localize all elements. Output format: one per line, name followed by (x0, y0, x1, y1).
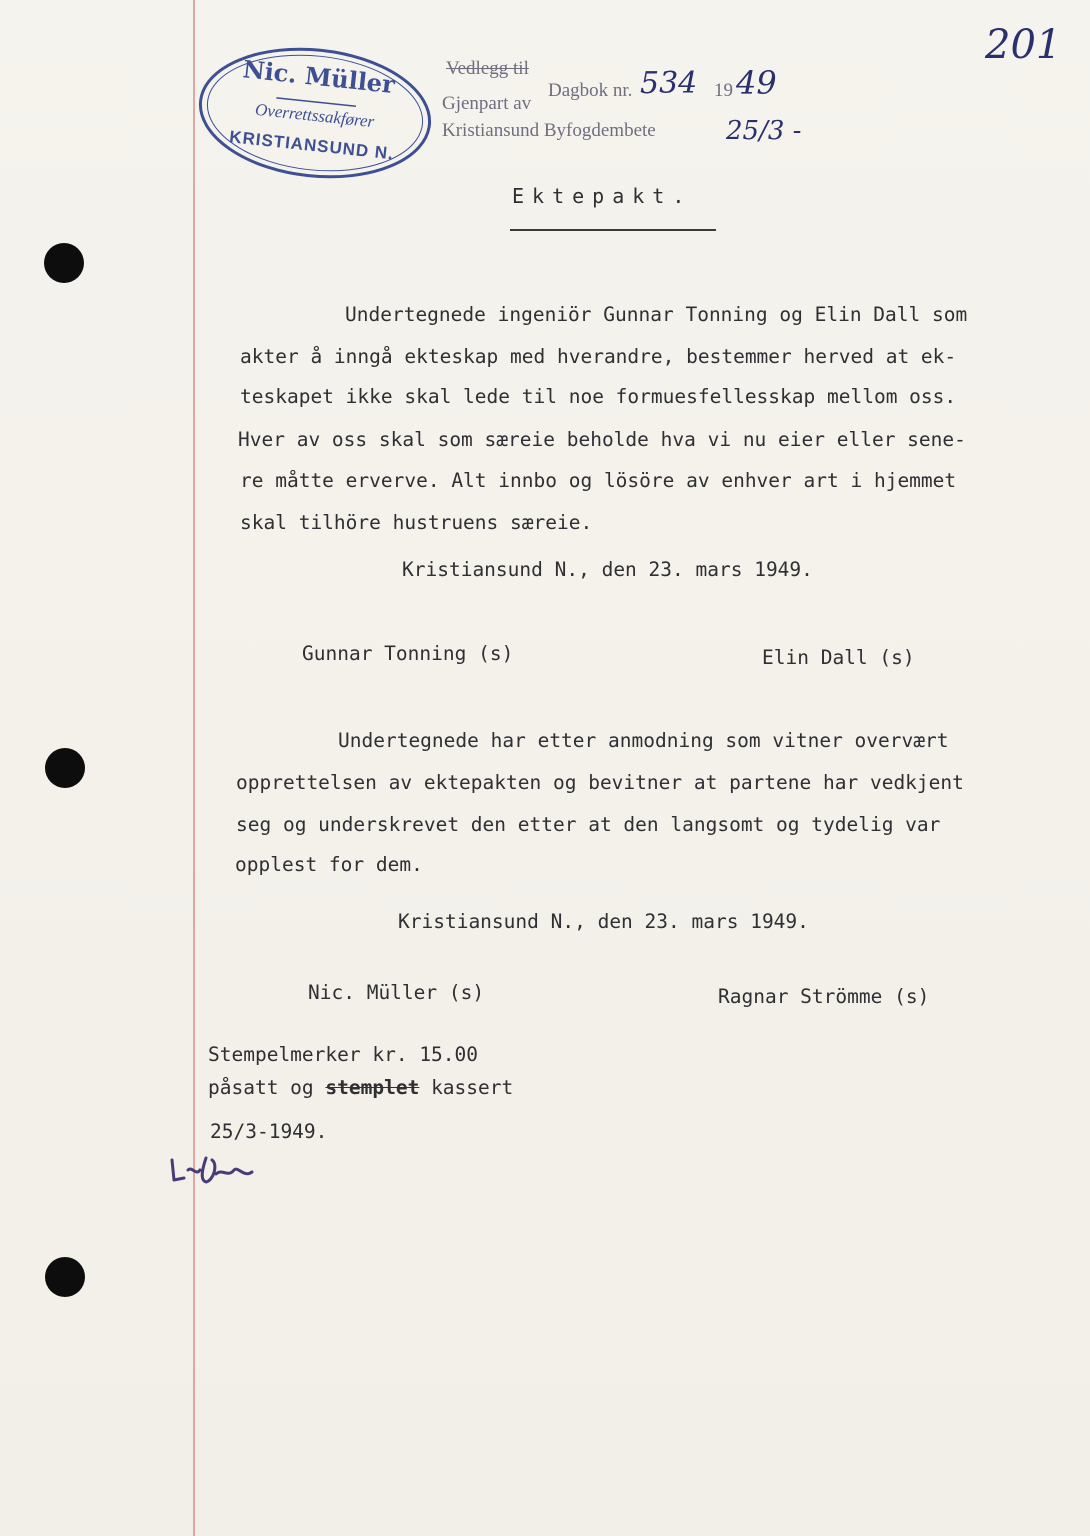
clerk-initials-signature (166, 1150, 266, 1190)
dagbok-number: 534 (640, 66, 698, 101)
paragraph1-line: Undertegnede ingeniör Gunnar Tonning og Elin Dall som (345, 303, 968, 326)
place-date-1: Kristiansund N., den 23. mars 1949. (402, 558, 813, 581)
paragraph1-line: skal tilhöre hustruens særeie. (240, 511, 593, 534)
paragraph1-line: Hver av oss skal som særeie beholde hva vi nu eier eller sene- (238, 428, 966, 451)
signatory-ragnar: Ragnar Strömme (s) (718, 985, 930, 1008)
paragraph1-line: akter å inngå ekteskap med hverandre, bestemmer herved at ek- (240, 345, 957, 368)
year-prefix: 19 (714, 80, 733, 101)
paragraph2-line: Undertegnede har etter anmodning som vitner overvært (338, 729, 949, 752)
paragraph2-line: seg og underskrevet den etter at den langsomt og tydelig var (236, 813, 941, 836)
stamp-cancel-line (208, 1076, 513, 1099)
stamp-place: KRISTIANSUND N. (228, 127, 395, 164)
punch-hole-bottom (45, 1257, 85, 1297)
header-date-note: 25/3 - (726, 116, 802, 146)
year-suffix: 49 (736, 64, 777, 102)
paragraph1-line: re måtte erverve. Alt innbo og lösöre av enhver art i hjemmet (240, 469, 957, 492)
stamp-cancel-text-a: påsatt og (208, 1076, 326, 1099)
punch-hole-top (44, 243, 84, 283)
signatory-elin: Elin Dall (s) (762, 646, 915, 669)
paragraph1-line: teskapet ikke skal lede til noe formuesfellesskap mellom oss. (240, 385, 957, 408)
margin-rule (193, 0, 195, 1536)
title-underline (510, 229, 716, 231)
struck-word: stemplet (325, 1076, 420, 1099)
punch-hole-middle (45, 748, 85, 788)
header-office: Kristiansund Byfogdembete (442, 120, 656, 141)
header-struck-label: Vedlegg til (446, 58, 529, 79)
signatory-gunnar: Gunnar Tonning (s) (302, 642, 514, 665)
stamp-fee-line: Stempelmerker kr. 15.00 (208, 1043, 479, 1066)
stamp-cancel-text-b: kassert (419, 1076, 514, 1099)
page-number: 201 (985, 22, 1062, 68)
stamp-name: Nic. Müller (241, 54, 397, 100)
header-dagbok-label: Dagbok nr. (548, 80, 633, 101)
paragraph2-line: opprettelsen av ektepakten og bevitner at partene har vedkjent (236, 771, 964, 794)
paragraph2-line: opplest for dem. (235, 853, 423, 876)
stamp-title: Overrettssakfører (254, 99, 376, 132)
lawyer-stamp (191, 34, 440, 192)
stamp-date-line: 25/3-1949. (210, 1120, 328, 1143)
header-gjenpart: Gjenpart av (442, 93, 532, 114)
signatory-nic-muller: Nic. Müller (s) (308, 981, 485, 1004)
document-title: Ektepakt. (512, 184, 693, 208)
place-date-2: Kristiansund N., den 23. mars 1949. (398, 910, 809, 933)
